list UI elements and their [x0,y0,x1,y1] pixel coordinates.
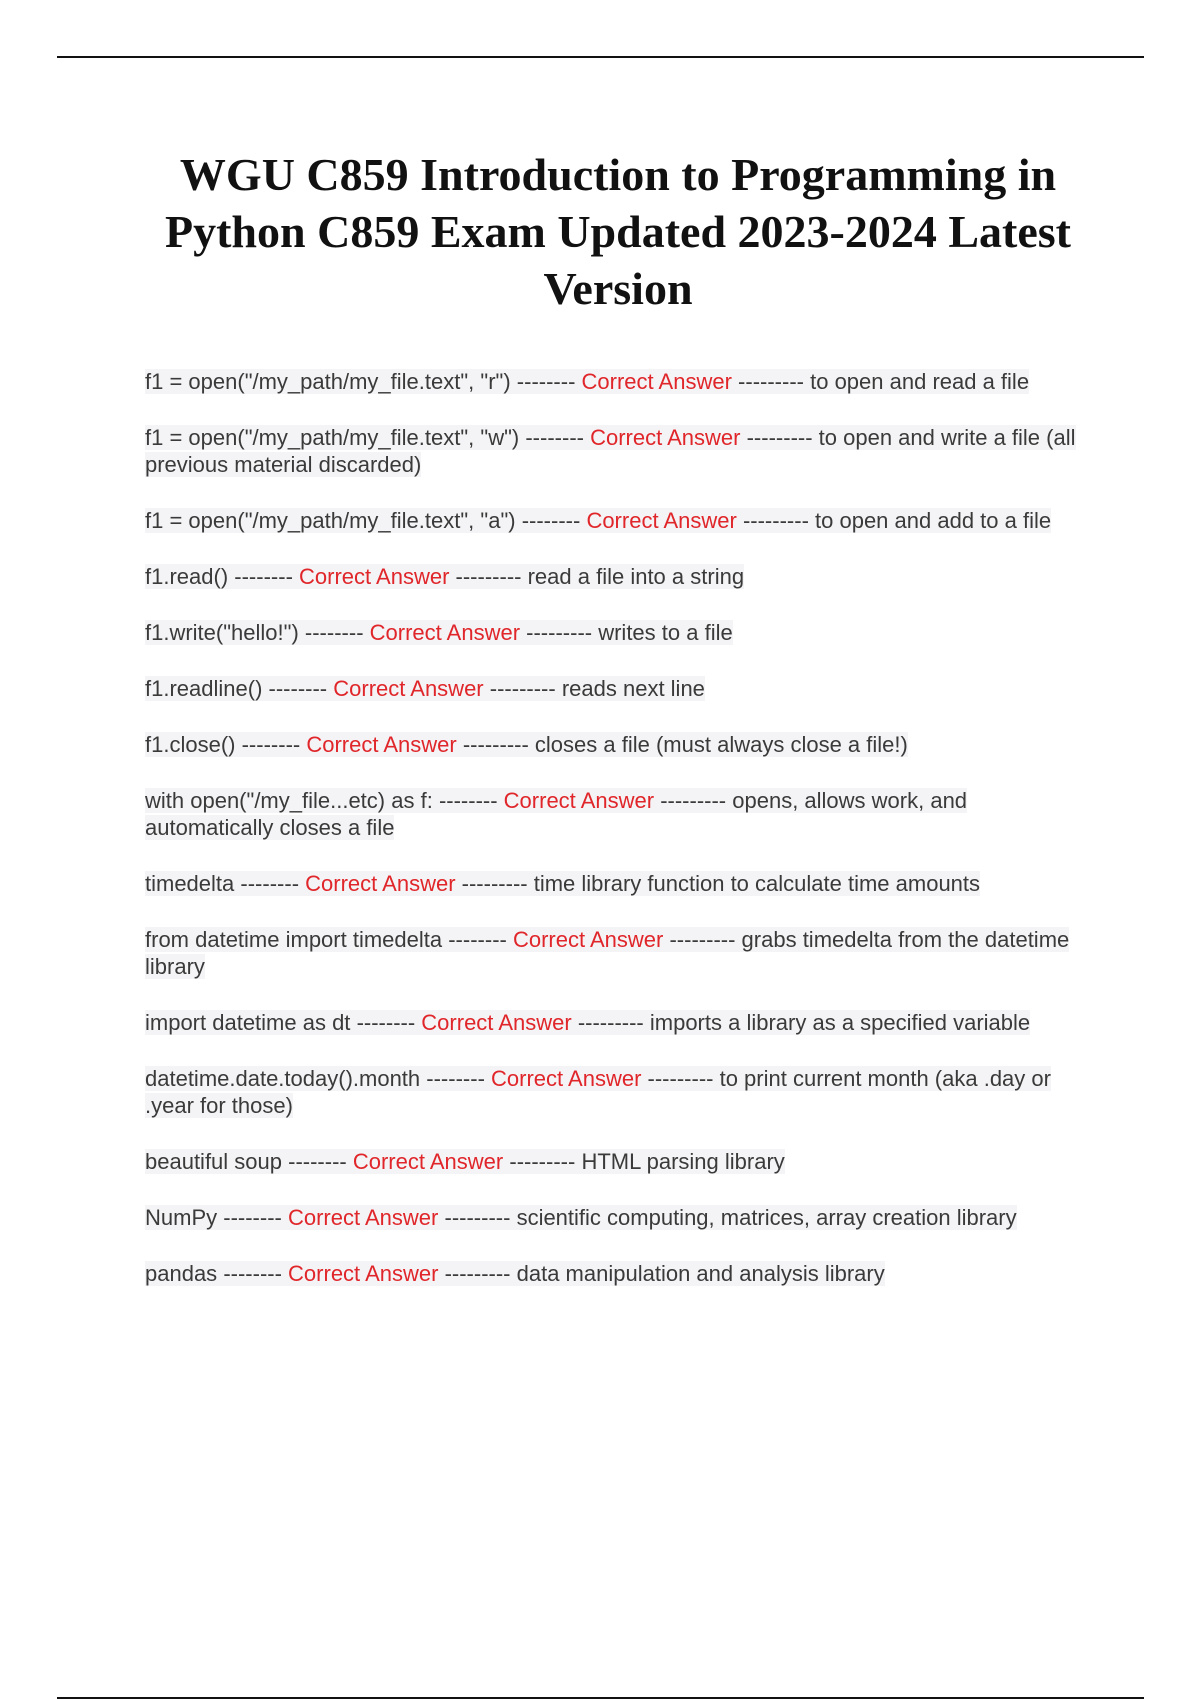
separator: --------- [526,620,593,645]
qa-item [145,675,1095,702]
question-text: beautiful soup [145,1149,282,1174]
separator: --------- [669,927,736,952]
answer-text: HTML parsing library [581,1149,785,1174]
qa-item [145,563,1095,590]
question-text: f1 = open("/my_path/my_file.text", "w") [145,425,520,450]
separator: -------- [288,1149,347,1174]
separator: --------- [647,1066,714,1091]
document-title: WGU C859 Introduction to Programming in Python C859 Exam Updated 2023-2024 Latest Version [165,149,1071,314]
answer-text: to print current month (aka .day or .year for those) [145,1066,1051,1118]
question-text: pandas [145,1261,218,1286]
answer-text: reads next line [561,676,705,701]
qa-item [145,1204,1095,1231]
question-text: timedelta [145,871,235,896]
separator: --------- [489,676,556,701]
answer-text: scientific computing, matrices, array creation library [516,1205,1017,1230]
answer-text: to open and write a file (all previous material discarded) [145,425,1076,477]
qa-item [145,1009,1095,1036]
question-text: f1.read() [145,564,229,589]
correct-answer-label: Correct Answer [369,620,521,645]
qa-item [145,870,1095,897]
qa-item [145,926,1095,980]
separator: -------- [240,871,300,896]
separator: -------- [516,369,576,394]
question-text: f1 = open("/my_path/my_file.text", "a") [145,508,516,533]
separator: -------- [521,508,581,533]
qa-item [145,507,1095,534]
correct-answer-label: Correct Answer [503,788,655,813]
qa-item [145,424,1095,478]
separator: -------- [356,1010,416,1035]
bottom-rule [57,1697,1144,1699]
correct-answer-label: Correct Answer [333,676,484,701]
separator: -------- [448,927,507,952]
correct-answer-label: Correct Answer [586,508,737,533]
answer-text: read a file into a string [527,564,745,589]
answer-text: writes to a file [598,620,733,645]
answer-text: to open and read a file [810,369,1030,394]
separator: -------- [223,1261,282,1286]
separator: -------- [234,564,293,589]
separator: -------- [241,732,301,757]
separator: -------- [223,1205,282,1230]
question-text: f1.close() [145,732,236,757]
question-text: from datetime import timedelta [145,927,443,952]
qa-item [145,1260,1095,1287]
separator: -------- [426,1066,485,1091]
qa-item [145,1065,1095,1119]
separator: -------- [438,788,498,813]
answer-text: closes a file (must always close a file!) [534,732,908,757]
qa-item [145,731,1095,758]
separator: --------- [444,1261,511,1286]
qa-item [145,1148,1095,1175]
separator: --------- [660,788,727,813]
separator: --------- [461,871,528,896]
question-text: f1.readline() [145,676,263,701]
separator: --------- [509,1149,576,1174]
correct-answer-label: Correct Answer [512,927,664,952]
answer-text: time library function to calculate time amounts [533,871,981,896]
separator: -------- [304,620,364,645]
separator: --------- [742,508,809,533]
correct-answer-label: Correct Answer [421,1010,572,1035]
qa-item [145,619,1095,646]
correct-answer-label: Correct Answer [288,1261,439,1286]
question-text: f1 = open("/my_path/my_file.text", "r") [145,369,511,394]
correct-answer-label: Correct Answer [306,732,457,757]
correct-answer-label: Correct Answer [287,1205,439,1230]
correct-answer-label: Correct Answer [352,1149,504,1174]
answer-text: data manipulation and analysis library [516,1261,885,1286]
qa-list [145,368,1095,1316]
qa-item [145,787,1095,841]
separator: --------- [577,1010,644,1035]
question-text: NumPy [145,1205,218,1230]
answer-text: to open and add to a file [815,508,1052,533]
correct-answer-label: Correct Answer [491,1066,642,1091]
separator: --------- [738,369,804,394]
correct-answer-label: Correct Answer [299,564,450,589]
correct-answer-label: Correct Answer [581,369,732,394]
correct-answer-label: Correct Answer [305,871,456,896]
question-text: with open("/my_file...etc) as f: [145,788,433,813]
separator: --------- [746,425,813,450]
question-text: import datetime as dt [145,1010,351,1035]
top-rule [57,56,1144,58]
answer-text: imports a library as a specified variable [649,1010,1031,1035]
correct-answer-label: Correct Answer [590,425,741,450]
separator: -------- [268,676,328,701]
qa-item [145,368,1095,395]
separator: --------- [455,564,522,589]
separator: -------- [525,425,584,450]
question-text: datetime.date.today().month [145,1066,421,1091]
separator: --------- [462,732,529,757]
answer-text: grabs timedelta from the datetime library [145,927,1070,979]
question-text: f1.write("hello!") [145,620,299,645]
separator: --------- [444,1205,511,1230]
answer-text: opens, allows work, and automatically closes a file [145,788,968,840]
